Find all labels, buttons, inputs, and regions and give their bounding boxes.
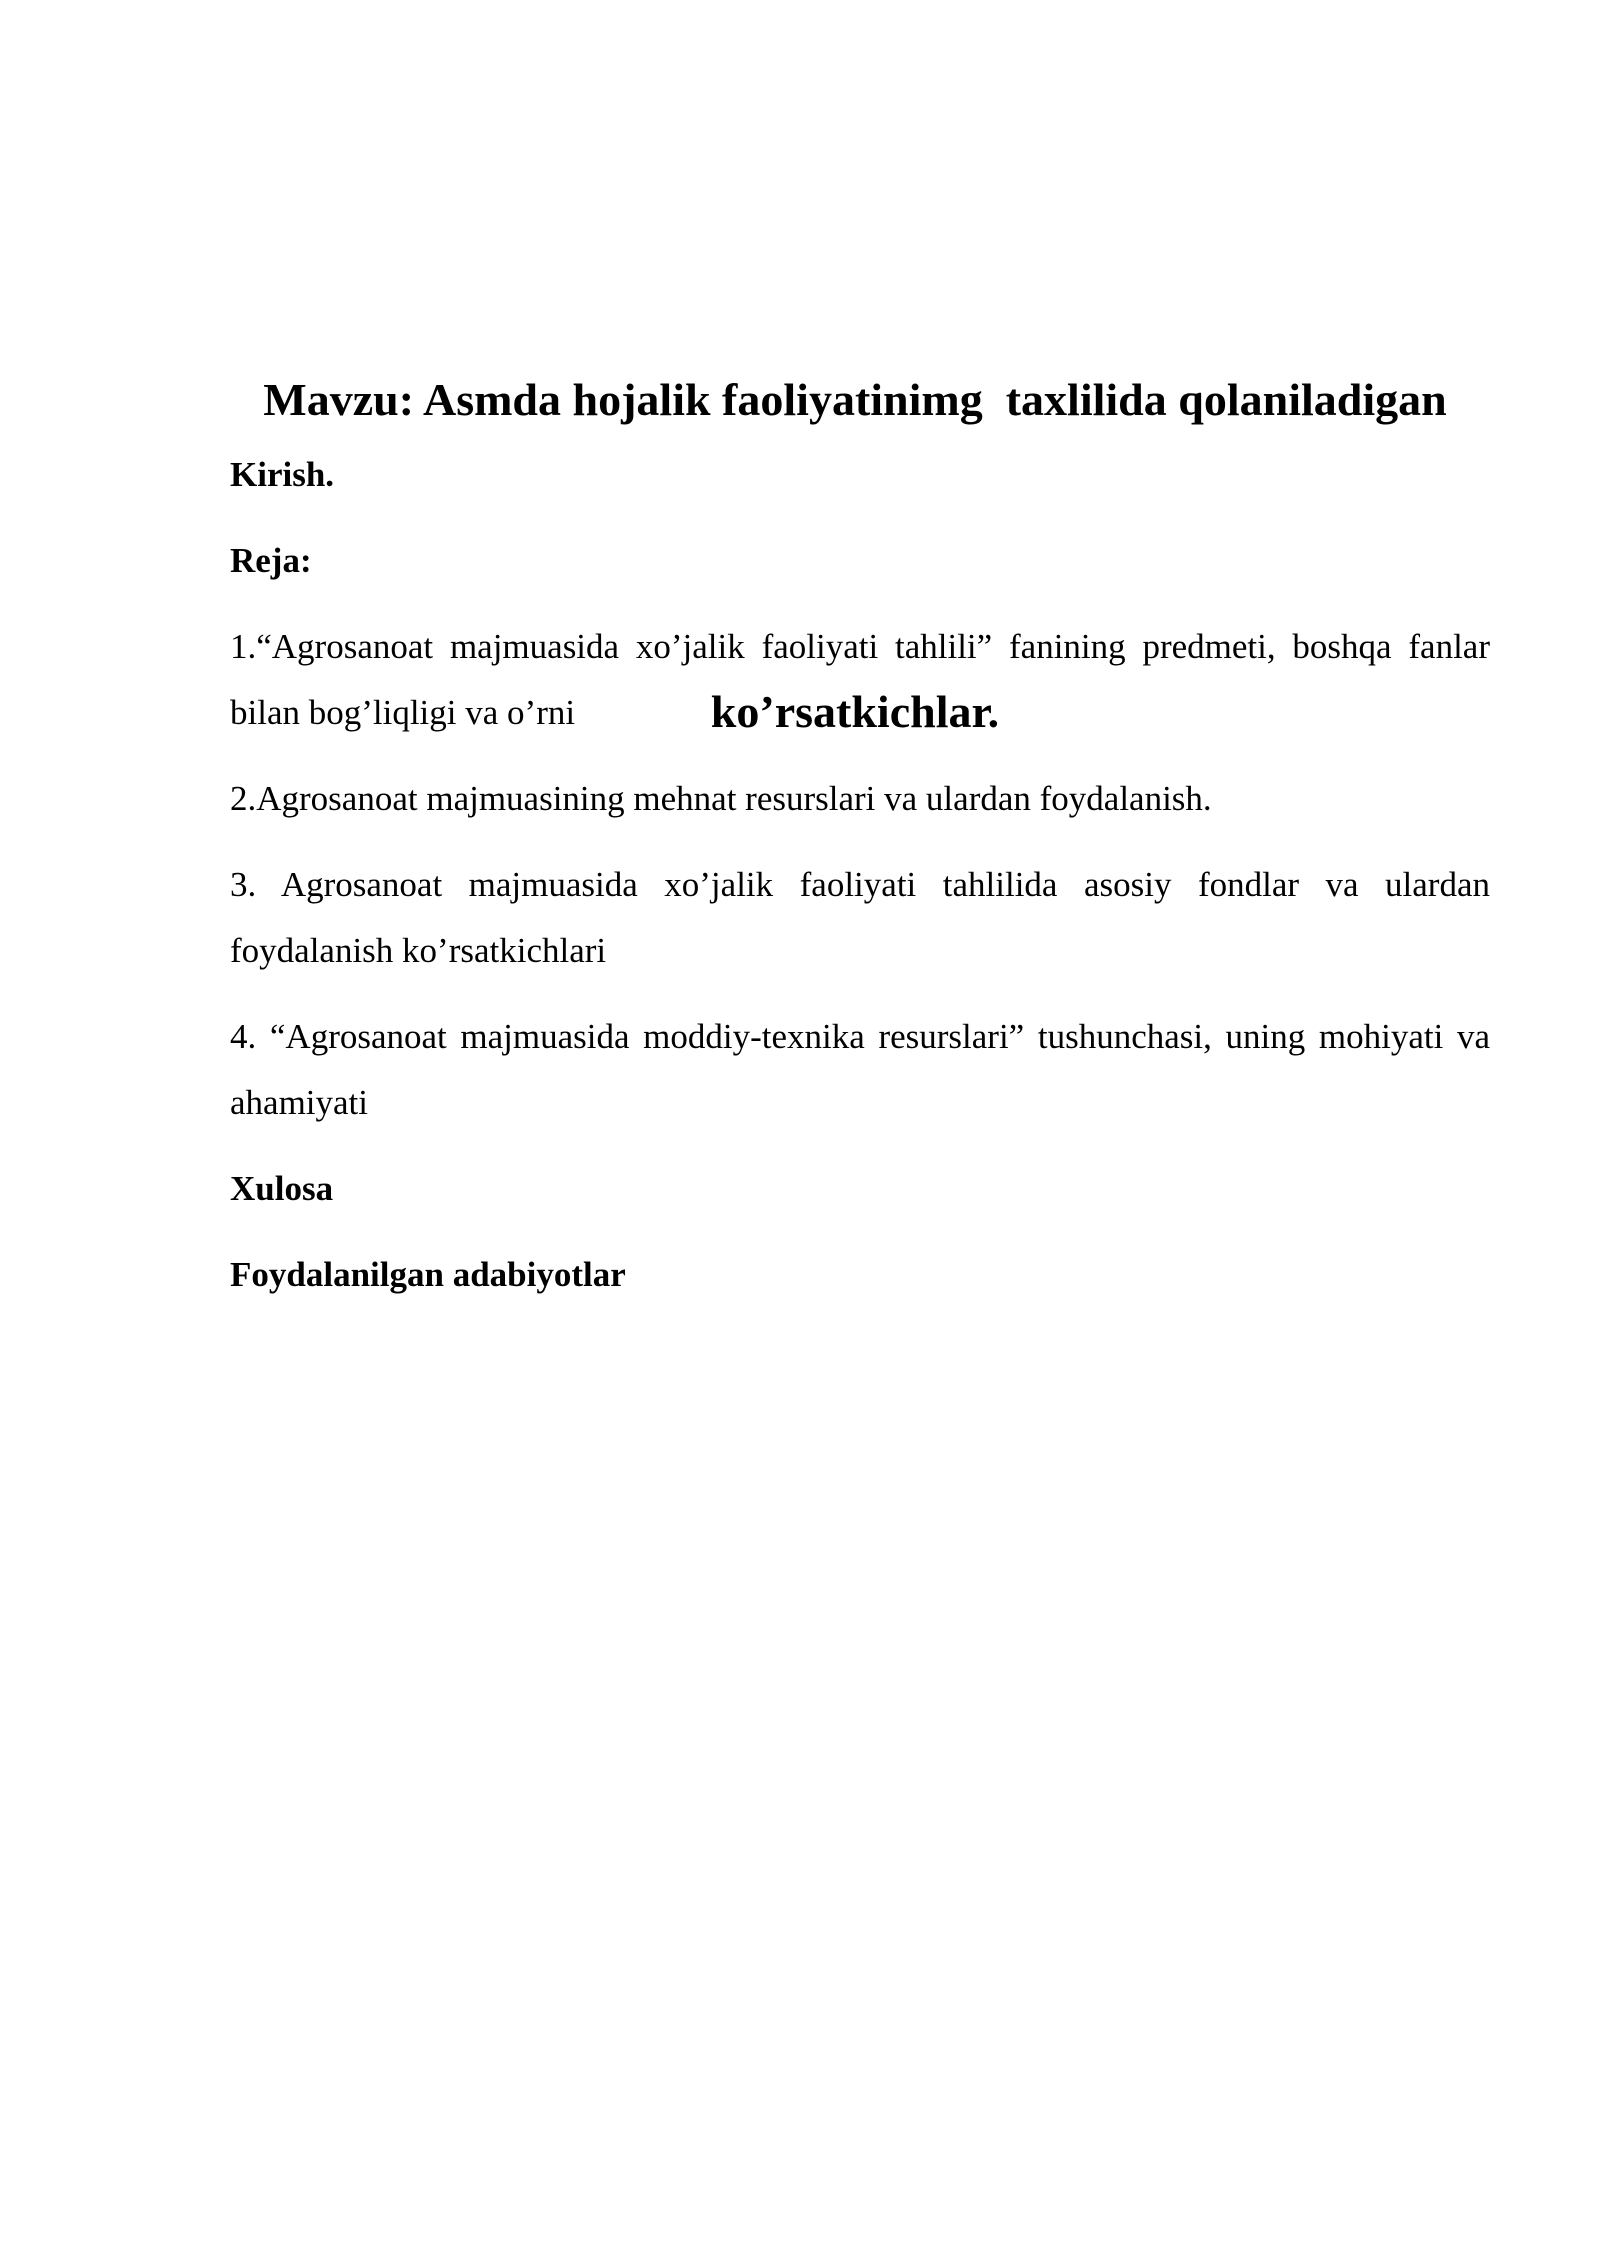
plan-item-1: 1.“Agrosanoat majmuasida xo’jalik faoliyati tahlili” fanining predmeti, boshqa fanlar bilan bog’liqligi va o’rni [230, 627, 1490, 732]
plan-item-3: 3. Agrosanoat majmuasida xo’jalik faoliyati tahlilida asosiy fondlar va ulardan foydalanish ko’rsatkichlari [230, 865, 1490, 970]
document-body [230, 442, 1490, 1328]
plan-heading: Reja: [230, 541, 312, 580]
title-line-1: Mavzu: Asmda hojalik faoliyatinimg taxlilida qolaniladigan [263, 374, 1447, 425]
references-heading: Foydalanilgan adabiyotlar [230, 1255, 626, 1294]
plan-item-2: 2.Agrosanoat majmuasining mehnat resurslari va ulardan foydalanish. [230, 779, 1212, 818]
plan-item-4: 4. “Agrosanoat majmuasida moddiy-texnika resurslari” tushunchasi, uning mohiyati va ahamiyati [230, 1017, 1490, 1122]
intro-heading: Kirish. [230, 455, 335, 494]
title-line-2: ko’rsatkichlar. [710, 686, 1000, 737]
conclusion-heading: Xulosa [230, 1169, 334, 1208]
